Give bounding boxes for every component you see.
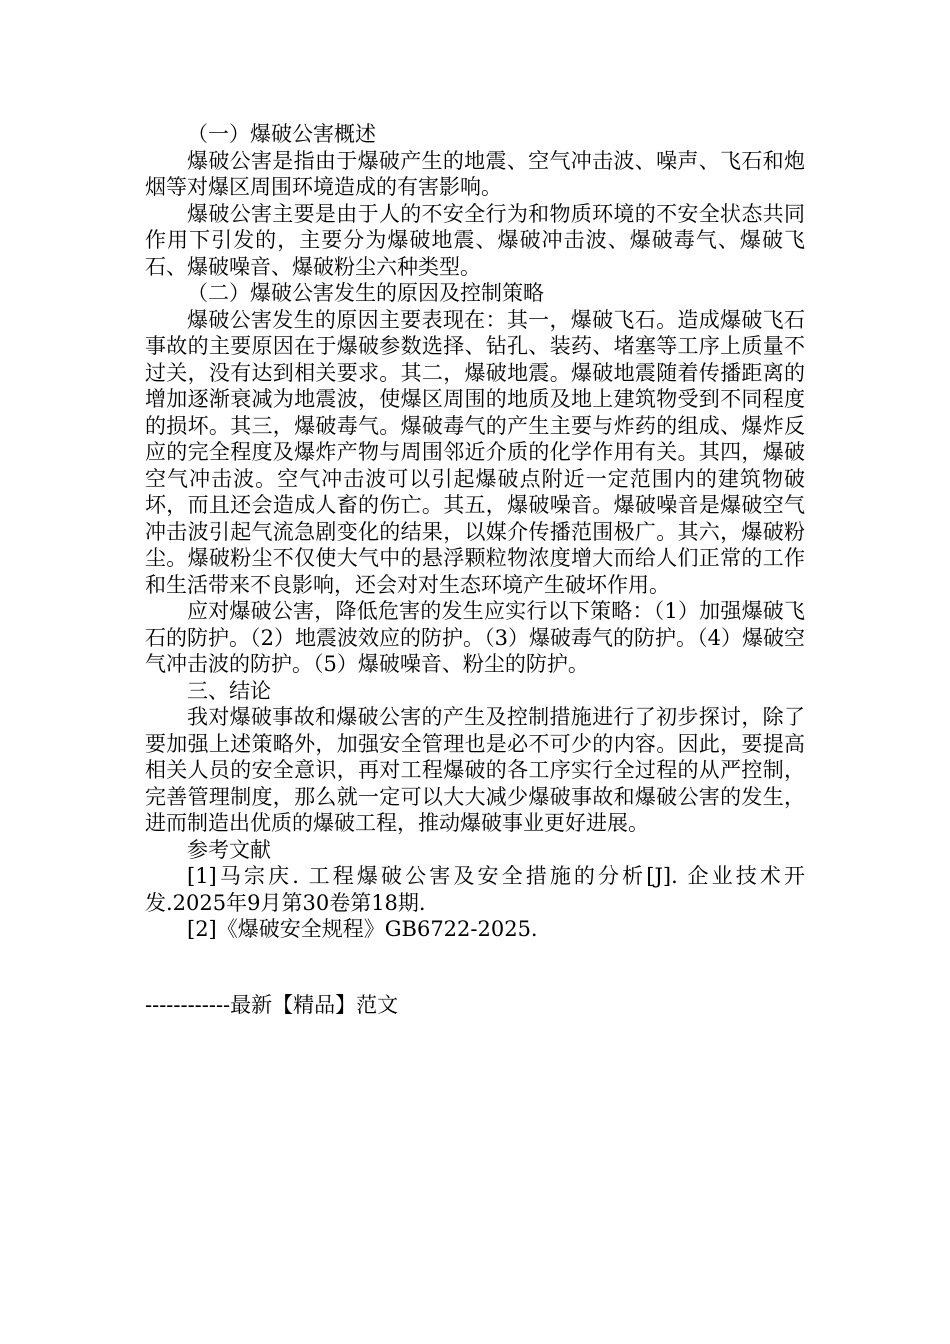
reference-item-2: [2]《爆破安全规程》GB6722-2025. — [187, 917, 538, 941]
paragraph-types: 爆破公害主要是由于人的不安全行为和物质环境的不安全状态共同作用下引发的，主要分为爆破地震、爆破冲击波、爆破毒气、爆破飞石、爆破噪音、爆破粉尘六种类型。 — [145, 201, 805, 279]
paragraph-causes: 爆破公害发生的原因主要表现在：其一，爆破飞石。造成爆破飞石事故的主要原因在于爆破参数选择、钻孔、装药、堵塞等工序上质量不过关，没有达到相关要求。其二，爆破地震。爆破地震随着传播距离的增加逐渐衰减为地震波，使爆区周围的地质及地上建筑物受到不同程度的损坏。其三，爆破毒气。爆破毒气的产生主要与炸药的组成、爆炸反应的完全程度及爆炸产物与周围邻近介质的化学作用有关。其四，爆破空气冲击波。空气冲击波可以引起爆破点附近一定范围内的建筑物破坏，而且还会造成人畜的伤亡。其五，爆破噪音。爆破噪音是爆破空气冲击波引起气流急剧变化的结果，以媒介传播范围极广。其六，爆破粉尘。爆破粉尘不仅使大气中的悬浮颗粒物浓度增大而给人们正常的工作和生活带来不良影响，还会对对生态环境产生破坏作用。 — [145, 307, 805, 597]
page-footer: ------------最新【精品】范文 — [145, 993, 399, 1017]
reference-item-1: [1]马宗庆. 工程爆破公害及安全措施的分析[J]. 企业技术开发.2025年9月第30卷第18期. — [145, 864, 805, 915]
paragraph-conclusion: 我对爆破事故和爆破公害的产生及控制措施进行了初步探讨，除了要加强上述策略外，加强安全管理也是必不可少的内容。因此，要提高相关人员的安全意识，再对工程爆破的各工序实行全过程的从严控制，完善管理制度，那么就一定可以大大减少爆破事故和爆破公害的发生，进而制造出优质的爆破工程，推动爆破事业更好进展。 — [145, 705, 805, 835]
section-heading-overview: （一）爆破公害概述 — [187, 122, 376, 146]
paragraph-definition: 爆破公害是指由于爆破产生的地震、空气冲击波、噪声、飞石和炮烟等对爆区周围环境造成的有害影响。 — [145, 148, 805, 199]
section-heading-conclusion: 三、结论 — [187, 678, 271, 703]
document-body — [145, 121, 805, 943]
section-heading-references: 参考文献 — [187, 837, 271, 862]
section-heading-causes: （二）爆破公害发生的原因及控制策略 — [187, 281, 544, 305]
paragraph-strategies: 应对爆破公害，降低危害的发生应实行以下策略：（1）加强爆破飞石的防护。（2）地震波效应的防护。（3）爆破毒气的防护。（4）爆破空气冲击波的防护。（5）爆破噪音、粉尘的防护。 — [145, 599, 805, 676]
